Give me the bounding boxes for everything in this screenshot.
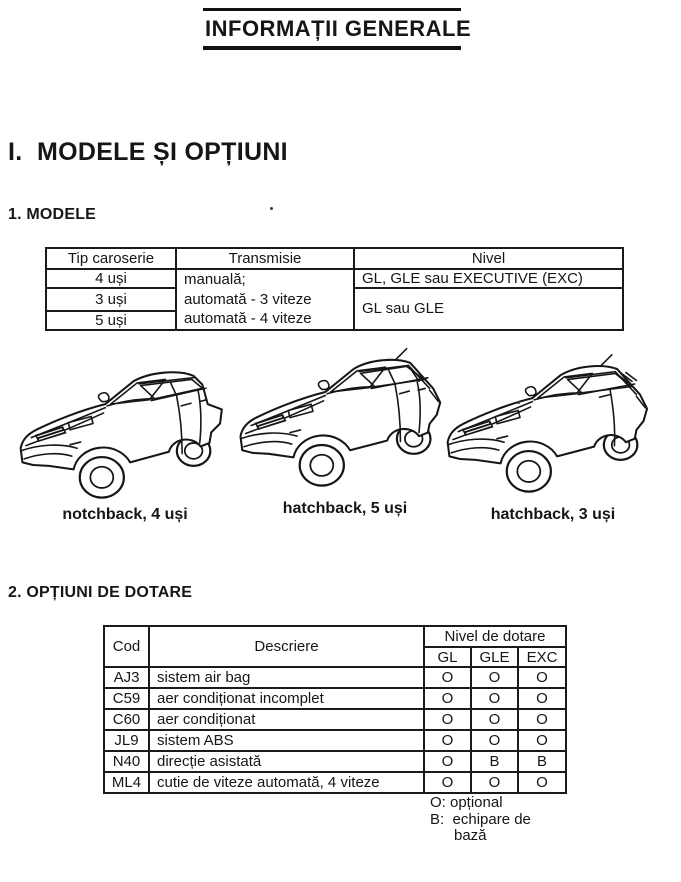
car-figure-hatchback-5-doors [236,346,454,518]
legend-optional: O: opțional [430,794,503,811]
body-type-cell: 4 uși [46,269,176,288]
table-row [104,772,566,793]
legend-base-2: bază [454,827,487,844]
table-row [104,709,566,730]
transmission-cell [176,269,354,330]
legend [430,795,531,845]
models-header-nivel: Nivel [354,248,623,269]
options-header-exc: EXC [518,647,566,667]
section-heading: I. MODELE ȘI OPȚIUNI [8,138,288,166]
cod-cell: N40 [104,751,149,772]
body-type-cell: 3 uși [46,288,176,311]
car-hatchback-5d-illustration [236,346,450,498]
table-row [104,730,566,751]
cod-cell: ML4 [104,772,149,793]
gl-cell: O [424,730,471,751]
level-cell: GL sau GLE [354,288,623,330]
transmission-line: automată - 3 viteze [184,290,312,308]
gl-cell: O [424,751,471,772]
options-header-cod: Cod [104,626,149,667]
gle-cell: O [471,688,518,709]
transmission-line: automată - 4 viteze [184,310,312,327]
exc-cell: O [518,772,566,793]
legend-base-1: B: echipare de [430,810,531,828]
page-title: INFORMAȚII GENERALE [203,8,461,50]
scan-speck [517,401,520,404]
models-table [45,247,624,331]
gl-cell: O [424,772,471,793]
level-cell: GL, GLE sau EXECUTIVE (EXC) [354,269,623,288]
cod-cell: C59 [104,688,149,709]
options-header-descriere: Descriere [149,626,424,667]
descriere-cell: aer condiționat [149,709,424,730]
cod-cell: JL9 [104,730,149,751]
cod-cell: AJ3 [104,667,149,688]
gl-cell: O [424,688,471,709]
descriere-cell: aer condiționat incomplet [149,688,424,709]
car-figure-notchback-4-doors [16,352,234,524]
body-type-cell: 5 uși [46,311,176,330]
table-row [104,688,566,709]
gle-cell: O [471,667,518,688]
options-header-gl: GL [424,647,471,667]
gl-cell: O [424,709,471,730]
models-header-transmisie: Transmisie [176,248,354,269]
exc-cell: B [518,751,566,772]
exc-cell: O [518,667,566,688]
options-header-nivel: Nivel de dotare [424,626,566,647]
car-label: notchback, 4 uși [62,506,188,523]
car-hatchback-3d-illustration [442,354,658,504]
cod-cell: C60 [104,709,149,730]
exc-cell: O [518,730,566,751]
car-label: hatchback, 5 uși [282,500,408,517]
scan-speck [270,207,273,210]
descriere-cell: direcție asistată [149,751,424,772]
table-row [104,667,566,688]
options-header-gle: GLE [471,647,518,667]
descriere-cell: cutie de viteze automată, 4 viteze [149,772,424,793]
car-figure-hatchback-3-doors [442,352,664,524]
gle-cell: O [471,772,518,793]
models-header-tip: Tip caroserie [46,248,176,269]
exc-cell: O [518,709,566,730]
options-heading: 2. OPȚIUNI DE DOTARE [8,584,193,601]
gl-cell: O [424,667,471,688]
car-label: hatchback, 3 uși [490,506,616,523]
gle-cell: O [471,730,518,751]
models-heading: 1. MODELE [8,206,97,223]
options-table [103,625,567,794]
car-notchback-illustration [16,360,230,510]
descriere-cell: sistem air bag [149,667,424,688]
exc-cell: O [518,688,566,709]
descriere-cell: sistem ABS [149,730,424,751]
gle-cell: B [471,751,518,772]
table-row [104,751,566,772]
gle-cell: O [471,709,518,730]
transmission-line: manuală; [184,271,246,288]
